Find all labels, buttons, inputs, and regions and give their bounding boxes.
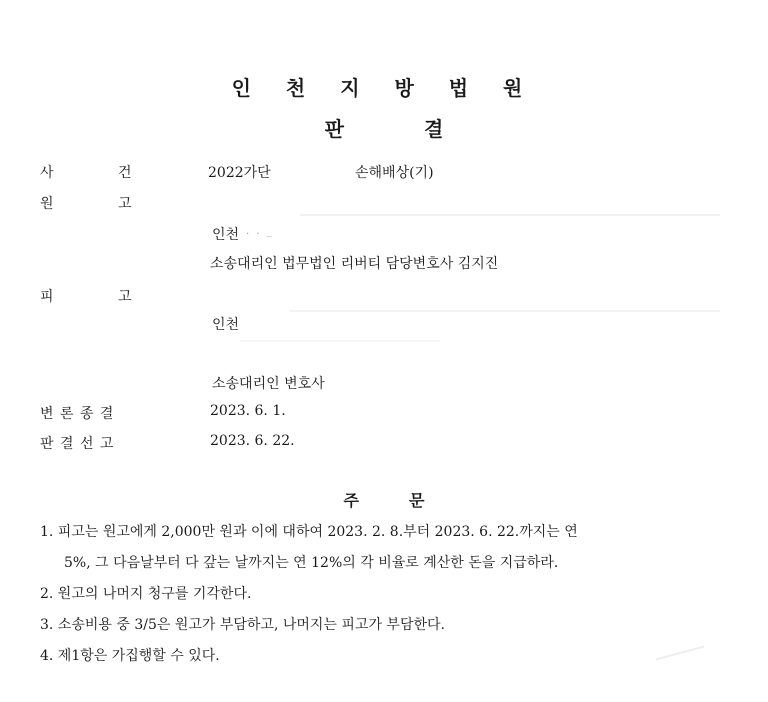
redacted-speck: . . _ xyxy=(246,226,274,237)
scan-noise xyxy=(300,214,720,216)
judgment-label: 판 결 선 고 xyxy=(40,436,115,452)
plaintiff-address: 인천 xyxy=(212,227,240,243)
closing-date: 2023. 6. 1. xyxy=(210,403,286,419)
order-heading-char-2: 문 xyxy=(409,491,425,510)
scan-noise xyxy=(656,646,705,661)
scan-noise xyxy=(290,310,720,312)
order-heading-char-1: 주 xyxy=(343,491,359,510)
judgment-document: 인 천 지 방 법 원 판 결 사 건 2022가단 손해배상(기) 원 고 인천 . . _ 소송대리인 법무법인 리버티 담당변호사 김지진 피 고 인천 소송대리인 변호사 변 론 종 결 2023. 6. 1. 판 결 선 고 2023. 6. 22. 주 문 1. 피고는 원고에게 2,000만 원과 이에 대하여 2023. 2. 8.부터 2023. 6. 22.까지는 연 5%, 그 다음날부터 다 갚는 날까지는 연 12%의 각 비율로 계산한 돈을 지급하라. 2. 원고의 나머지 청구를 기각한다. 3. 소송비용 중 3/5은 원고가 부담하고, 나머지는 피고가 부담한다. 4. 제1항은 가집행할 수 있다. xyxy=(0,0,768,702)
order-item-4: 4. 제1항은 가집행할 수 있다. xyxy=(40,648,220,664)
scan-noise xyxy=(240,340,440,342)
document-title-char-2: 결 xyxy=(424,117,444,141)
closing-label: 변 론 종 결 xyxy=(40,406,115,422)
defendant-attorney: 소송대리인 변호사 xyxy=(212,376,325,392)
document-title xyxy=(0,113,768,142)
court-name: 인 천 지 방 법 원 xyxy=(231,76,537,100)
order-item-1-continued: 5%, 그 다음날부터 다 갚는 날까지는 연 12%의 각 비율로 계산한 돈을 지급하라. xyxy=(64,555,559,571)
order-item-2: 2. 원고의 나머지 청구를 기각한다. xyxy=(40,586,252,602)
order-item-3: 3. 소송비용 중 3/5은 원고가 부담하고, 나머지는 피고가 부담한다. xyxy=(40,617,445,633)
case-type: 손해배상(기) xyxy=(355,165,434,181)
judgment-date: 2023. 6. 22. xyxy=(210,433,295,449)
plaintiff-attorney: 소송대리인 법무법인 리버티 담당변호사 김지진 xyxy=(210,256,499,272)
document-title-char-1: 판 xyxy=(324,117,344,141)
order-item-1: 1. 피고는 원고에게 2,000만 원과 이에 대하여 2023. 2. 8.부터 2023. 6. 22.까지는 연 xyxy=(40,524,578,540)
case-number: 2022가단 xyxy=(208,165,271,181)
defendant-address: 인천 xyxy=(212,317,240,333)
order-heading xyxy=(0,488,768,511)
